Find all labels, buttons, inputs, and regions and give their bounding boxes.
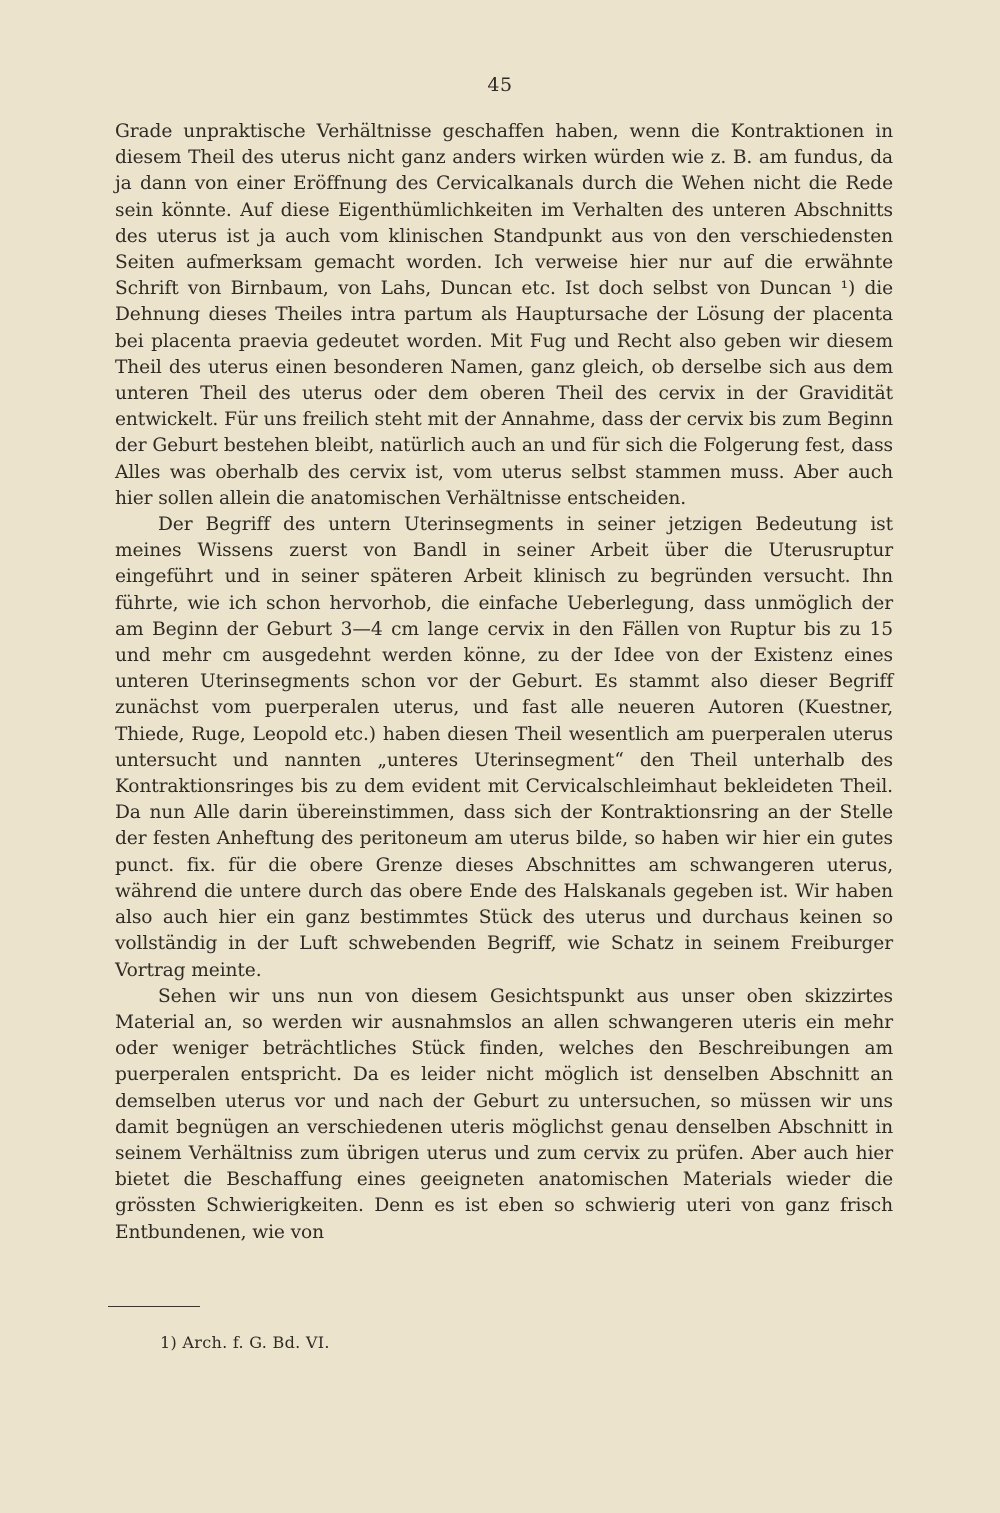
paragraph-1: Grade unpraktische Verhältnisse geschaffen haben, wenn die Kontraktionen in diesem Theil des uterus nicht ganz anders wirken würden wie z. B. am fundus, da ja dann von einer Eröffnung des Cervicalkanals durch die Wehen nicht die Rede sein könnte. Auf diese Eigenthümlichkeiten im Verhalten des unteren Abschnitts des uterus ist ja auch vom klinischen Standpunkt aus von den verschiedensten Seiten aufmerksam gemacht worden. Ich verweise hier nur auf die erwähnte Schrift von Birnbaum, von Lahs, Duncan etc. Ist doch selbst von Duncan ¹) die Dehnung dieses Theiles intra partum als Hauptursache der Lösung der placenta bei placenta praevia gedeutet worden. Mit Fug und Recht also geben wir diesem Theil des uterus einen besonderen Namen, ganz gleich, ob derselbe sich aus dem unteren Theil des uterus oder dem oberen Theil des cervix in der Gravidität entwickelt. Für uns freilich steht mit der Annahme, dass der cervix bis zum Beginn der Geburt bestehen bleibt, natürlich auch an und für sich die Folgerung fest, dass Alles was oberhalb des cervix ist, vom uterus selbst stammen muss. Aber auch hier sollen allein die anatomischen Verhältnisse entscheiden. bbox=[115, 121, 893, 509]
body-text bbox=[115, 119, 893, 1246]
footnote-divider bbox=[108, 1306, 200, 1307]
paragraph-3: Sehen wir uns nun von diesem Gesichtspunkt aus unser oben skizzirtes Material an, so werden wir ausnahmslos an allen schwangeren uteris ein mehr oder weniger beträchtliches Stück finden, welches den Beschreibungen am puerperalen entspricht. Da es leider nicht möglich ist denselben Abschnitt an demselben uterus vor und nach der Geburt zu untersuchen, so müssen wir uns damit begnügen an verschiedenen uteris möglichst genau denselben Abschnitt in seinem Verhältniss zum übrigen uterus und zum cervix zu prüfen. Aber auch hier bietet die Beschaffung eines geeigneten anatomischen Materials wieder die grössten Schwierigkeiten. Denn es ist eben so schwierig uteri von ganz frisch Entbundenen, wie von bbox=[115, 985, 893, 1243]
paragraph-2: Der Begriff des untern Uterinsegments in seiner jetzigen Bedeutung ist meines Wissens zuerst von Bandl in seiner Arbeit über die Uterusruptur eingeführt und in seiner späteren Arbeit klinisch zu begründen versucht. Ihn führte, wie ich schon hervorhob, die einfache Ueberlegung, dass unmöglich der am Beginn der Geburt 3—4 cm lange cervix in den Fällen von Ruptur bis zu 15 und mehr cm ausgedehnt werden könne, zu der Idee von der Existenz eines unteren Uterinsegments schon vor der Geburt. Es stammt also dieser Begriff zunächst vom puerperalen uterus, und fast alle neueren Autoren (Kuestner, Thiede, Ruge, Leopold etc.) haben diesen Theil wesentlich am puerperalen uterus untersucht und nannten „unteres Uterinsegment“ den Theil unterhalb des Kontraktionsringes bis zu dem evident mit Cervicalschleimhaut bekleideten Theil. Da nun Alle darin übereinstimmen, dass sich der Kontraktionsring an der Stelle der festen Anheftung des peritoneum am uterus bilde, so haben wir hier ein gutes punct. fix. für die obere Grenze dieses Abschnittes am schwangeren uterus, während die untere durch das obere Ende des Halskanals gegeben ist. Wir haben also auch hier ein ganz bestimmtes Stück des uterus und durchaus keinen so vollständig in der Luft schwebenden Begriff, wie Schatz in seinem Freiburger Vortrag meinte. bbox=[115, 514, 893, 981]
page-number: 45 bbox=[487, 74, 513, 96]
footnote: 1) Arch. f. G. Bd. VI. bbox=[160, 1333, 330, 1352]
